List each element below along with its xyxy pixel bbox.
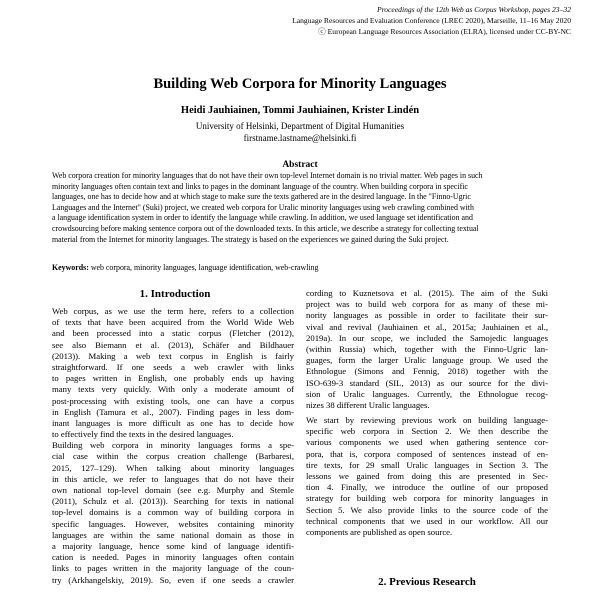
body-line: many texts very quickly. With only a moderate amount of (52, 384, 294, 395)
abstract-line: Web corpora creation for minority languages that do not have their own top-level Internet domain is no trivial matter. Web pages in such (52, 171, 483, 180)
body-line: specific languages. However, websites containing minority (52, 518, 294, 529)
keywords-text: web corpora, minority languages, language identification, web-crawling (90, 263, 319, 272)
body-line: sion of Uralic languages. Currently, the Ethnologue recog- (306, 388, 548, 399)
proceedings-line: Proceedings of the 12th Web as Corpus Workshop, pages 23–32 (376, 5, 571, 14)
body-line: post-processing with existing tools, one can have a corpus (52, 395, 294, 406)
body-line: in English (Tamura et al., 2007). Finding pages in less dom- (52, 406, 294, 417)
abstract-body (52, 171, 548, 245)
body-line: cial case within the corpus creation challenge (Barbaresi, (52, 451, 294, 462)
body-line: (within Russia) which, together with the Finno-Ugric lan- (306, 343, 548, 354)
body-line: 2019a). In our scope, we included the Samojedic languages (306, 332, 548, 343)
affiliation: University of Helsinki, Department of Digital Humanities (195, 121, 405, 131)
body-line: various components we used when gathering sentence cor- (306, 437, 548, 448)
body-line: and been processed into a static corpus (Fletcher (2012), (52, 328, 294, 339)
body-line: nizes 38 different Uralic languages. (306, 399, 430, 410)
keywords-label: Keywords: (52, 263, 89, 272)
license-line: ⓒ European Language Resources Association (ELRA), licensed under CC-BY-NC (318, 27, 571, 36)
abstract-line: minority languages often contain text and links to pages in the dominant language of the country. When building corpora in specific (52, 181, 468, 191)
paper-title: Building Web Corpora for Minority Languages (153, 76, 447, 92)
body-line: cording to Kuznetsova et al. (2015). The aim of the Suki (306, 288, 548, 298)
body-line: straightforward. If one seeds a web crawler with links (52, 361, 294, 372)
body-line: vival and revival (Jauhiainen et al., 2015a; Jauhiainen et al., (306, 321, 548, 332)
authors: Heidi Jauhiainen, Tommi Jauhiainen, Krister Lindén (180, 105, 420, 116)
body-line: links to pages written in the majority language of the coun- (52, 563, 294, 574)
body-line: languages are within the same national domain as those in (52, 529, 294, 540)
body-line: 2015, 127–129). When talking about minority languages (52, 462, 294, 473)
body-line: ISO-639-3 standard (SIL, 2013) as our source for the divi- (306, 377, 548, 388)
body-line: own national top-level domain (see e.g. Murphy and Stemle (52, 485, 294, 495)
abstract-line: a language identification system in order to identify the language while crawling. In addition, we used language set identification and (52, 213, 473, 223)
right-column (306, 288, 548, 538)
body-line: We start by reviewing previous work on building language- (306, 415, 548, 426)
body-line: in this article, we refer to languages that do not have their (52, 473, 294, 484)
body-line: Web corpus, as we use the term here, refers to a collection (52, 306, 294, 316)
abstract-line: Languages and the Internet" (Suki) project, we created web corpora for Uralic minority languages using web crawling combined with (52, 202, 474, 212)
body-line: project was to build web corpora for as many of these mi- (306, 299, 548, 310)
abstract-heading: Abstract (282, 160, 318, 170)
body-line: top-level domains is a common way of building corpora in (52, 507, 294, 518)
left-column (52, 306, 294, 586)
body-line: lessons we gained from doing this are presented in Sec- (306, 471, 548, 481)
body-line: pora, that is, corpora composed of sentences instead of en- (306, 448, 548, 459)
body-line: Ethnologue (Simons and Fennig, 2018) together with the (306, 366, 548, 377)
body-line: Building web corpora in minority languages forms a spe- (52, 440, 294, 451)
body-line: to pages written in English, one probably ends up having (52, 373, 294, 384)
body-line: to effectively find the texts in the desired languages. (52, 429, 234, 440)
body-line: components are published as open source. (306, 526, 453, 537)
body-line: Section 5. We also provide links to the source code of the (306, 504, 548, 515)
body-line: technical components that we used in our workflow. All our (306, 515, 548, 526)
body-line: strategy for building web corpora for minority languages in (306, 493, 548, 504)
body-line: try (Arkhangelskiy, 2019). So, even if one seeds a crawler (52, 574, 294, 585)
body-line: a majority language, hence some kind of language identifi- (52, 540, 294, 551)
body-line: (2011), Schulz et al. (2013)). Searching for texts in national (52, 496, 294, 507)
section-1-heading: 1. Introduction (139, 288, 211, 300)
body-line: (2013)). Making a web text corpus in English is fairly (52, 350, 294, 361)
body-line: guages, form the larger Uralic language group. We used the (306, 355, 548, 366)
body-line: specific web corpora in Section 2. We then describe the (306, 426, 548, 437)
body-line: of texts that have been acquired from the World Wide Web (52, 317, 294, 328)
abstract-line: languages, one has to decide how and at which stage to make sure the texts gathered are in the desired language. In the "Finno-Ugric (52, 192, 471, 202)
body-line: cation is needed. Pages in minority languages often contain (52, 552, 294, 563)
body-line: tion 4. Finally, we introduce the outline of our proposed (306, 482, 548, 493)
body-line: see also Biemann et al. (2013), Schäfer and Bildhauer (52, 339, 294, 350)
body-line: inant languages is more difficult as one has to decide how (52, 417, 294, 428)
body-line: tire texts, for 29 small Uralic languages in Section 3. The (306, 459, 548, 470)
body-line: nority languages as possible in order to facilitate their sur- (306, 310, 548, 321)
section-2-heading: 2. Previous Research (378, 576, 476, 588)
abstract-line: crowdsourcing before making sentence corpora out of the downloaded texts. In this article, we describe a strategy for collecting textual (52, 223, 479, 233)
abstract-line: material from the Internet for minority languages. The strategy is based on the experiences we gained during the Suki project. (52, 234, 449, 244)
conference-line: Language Resources and Evaluation Conference (LREC 2020), Marseille, 11–16 May 2020 (292, 16, 571, 25)
keywords (52, 263, 548, 272)
email: firstname.lastname@helsinki.fi (243, 133, 357, 143)
